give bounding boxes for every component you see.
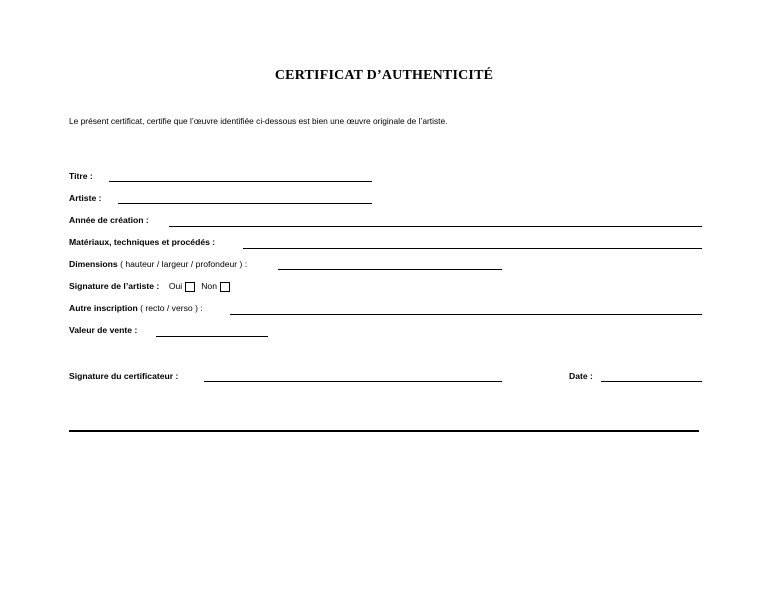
field-annee-label: Année de création : xyxy=(69,215,149,225)
field-signature-certificateur-line[interactable] xyxy=(204,381,502,382)
field-date-label: Date : xyxy=(569,371,593,381)
field-autre-inscription-label: Autre inscription xyxy=(69,303,138,313)
option-oui-label: Oui xyxy=(168,281,183,291)
field-annee-line[interactable] xyxy=(169,226,702,227)
field-dimensions-row xyxy=(69,259,247,270)
checkbox-non[interactable] xyxy=(220,282,230,292)
field-valeur-label: Valeur de vente : xyxy=(69,325,138,335)
option-non-label: Non xyxy=(201,281,217,291)
field-artiste-line[interactable] xyxy=(118,203,372,204)
page-title: CERTIFICAT D’AUTHENTICITÉ xyxy=(274,68,494,83)
checkbox-oui[interactable] xyxy=(185,282,195,292)
intro-text: Le présent certificat, certifie que l’œuvre identifiée ci-dessous est bien une œuvre originale de l’artiste. xyxy=(69,116,448,126)
field-titre-line[interactable] xyxy=(109,181,372,182)
field-date-line[interactable] xyxy=(601,381,702,382)
field-valeur-line[interactable] xyxy=(156,336,268,337)
field-signature-artiste-label: Signature de l’artiste : xyxy=(69,281,160,291)
field-signature-artiste-row xyxy=(69,281,236,292)
field-valeur-row xyxy=(69,325,137,336)
field-date-row xyxy=(569,371,593,382)
field-artiste-label: Artiste : xyxy=(69,193,102,203)
field-materiaux-row xyxy=(69,237,215,248)
field-autre-inscription-line[interactable] xyxy=(230,314,702,315)
field-annee-row xyxy=(69,215,149,226)
field-materiaux-label: Matériaux, techniques et procédés : xyxy=(69,237,216,247)
field-artiste-row xyxy=(69,193,101,204)
field-dimensions-detail: ( hauteur / largeur / profondeur ) : xyxy=(120,259,248,269)
field-autre-inscription-row xyxy=(69,303,203,314)
field-signature-certificateur-row xyxy=(69,371,178,382)
field-dimensions-line[interactable] xyxy=(278,269,502,270)
field-materiaux-line[interactable] xyxy=(243,248,702,249)
field-dimensions-label: Dimensions xyxy=(69,259,118,269)
field-autre-inscription-detail: ( recto / verso ) : xyxy=(140,303,203,313)
field-titre-label: Titre : xyxy=(69,171,93,181)
field-titre-row xyxy=(69,171,93,182)
field-signature-certificateur-label: Signature du certificateur : xyxy=(69,371,179,381)
bottom-divider xyxy=(69,430,699,432)
